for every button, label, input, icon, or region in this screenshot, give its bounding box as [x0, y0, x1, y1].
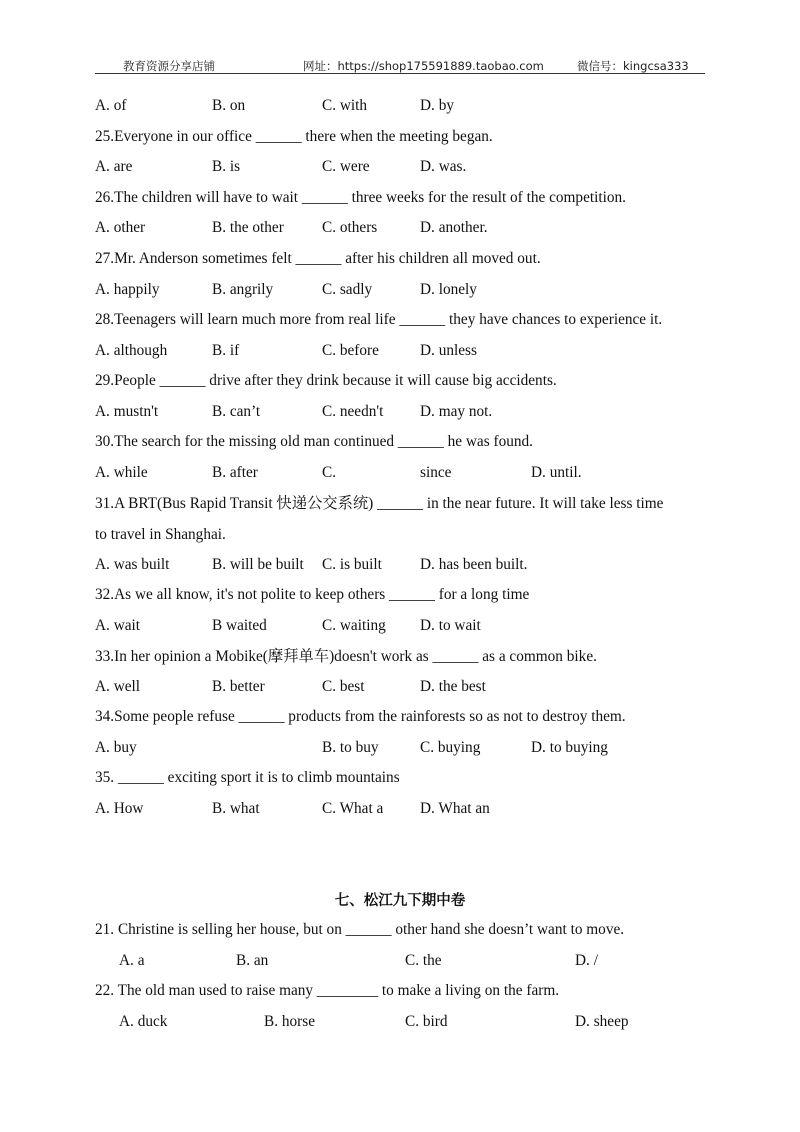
- option-d: D. has been built.: [420, 556, 528, 573]
- option-a: A. was built: [95, 556, 170, 573]
- question-27: 27.Mr. Anderson sometimes felt ______ after his children all moved out.: [95, 250, 541, 267]
- option-a: A. duck: [119, 1013, 168, 1030]
- q28-options: [95, 340, 715, 362]
- option-a: A. well: [95, 678, 141, 695]
- option-b: B. is: [212, 158, 241, 175]
- option-d: D. until.: [531, 464, 582, 481]
- option-d: D. /: [575, 952, 598, 969]
- q26-options: [95, 217, 715, 239]
- question-33: 33.In her opinion a Mobike(摩拜单车)doesn't work as ______ as a common bike.: [95, 648, 597, 665]
- q35-options: [95, 798, 715, 820]
- option-d: D. by: [420, 97, 454, 114]
- section-q22-options: [119, 1011, 719, 1033]
- option-c-text: since: [420, 464, 452, 481]
- option-d: D. another.: [420, 219, 488, 236]
- option-c: C. buying: [420, 739, 481, 756]
- q32-options: [95, 615, 715, 637]
- q34-options: [95, 737, 715, 759]
- option-b: B. on: [212, 97, 246, 114]
- option-c: C. waiting: [322, 617, 386, 634]
- section-question-21: 21. Christine is selling her house, but on ______ other hand she doesn’t want to move.: [95, 921, 625, 938]
- option-a: A. although: [95, 342, 168, 359]
- question-28: 28.Teenagers will learn much more from real life ______ they have chances to experience it.: [95, 311, 663, 328]
- option-a: A. other: [95, 219, 146, 236]
- question-31-continued: to travel in Shanghai.: [95, 526, 226, 543]
- option-c: C.: [322, 464, 337, 481]
- option-c: C. before: [322, 342, 379, 359]
- question-26: 26.The children will have to wait ______ three weeks for the result of the competition.: [95, 189, 626, 206]
- section-question-22: 22. The old man used to raise many ________ to make a living on the farm.: [95, 982, 560, 999]
- question-25: 25.Everyone in our office ______ there when the meeting began.: [95, 128, 493, 145]
- q24-options: [95, 95, 715, 117]
- q30-options: [95, 462, 715, 484]
- option-a: A. mustn't: [95, 403, 159, 420]
- option-c: C. What a: [322, 800, 384, 817]
- option-a: A. of: [95, 97, 127, 114]
- option-b: B. an: [236, 952, 269, 969]
- option-b: B waited: [212, 617, 267, 634]
- header-wechat: 微信号：kingcsa333: [577, 59, 689, 73]
- option-a: A. a: [119, 952, 145, 969]
- option-c: C. best: [322, 678, 365, 695]
- q33-options: [95, 676, 715, 698]
- option-a: A. happily: [95, 281, 160, 298]
- option-b: B. better: [212, 678, 265, 695]
- option-d: D. to buying: [531, 739, 608, 756]
- header-url: 网址：https://shop175591889.taobao.com: [303, 59, 544, 73]
- option-a: A. while: [95, 464, 148, 481]
- question-32: 32.As we all know, it's not polite to keep others ______ for a long time: [95, 586, 530, 603]
- option-d: D. to wait: [420, 617, 481, 634]
- option-d: D. What an: [420, 800, 490, 817]
- q29-options: [95, 401, 715, 423]
- option-b: B. what: [212, 800, 260, 817]
- option-b: B. if: [212, 342, 240, 359]
- option-d: D. lonely: [420, 281, 477, 298]
- section-q21-options: [119, 950, 719, 972]
- question-34: 34.Some people refuse ______ products from the rainforests so as not to destroy them.: [95, 708, 626, 725]
- option-b: B. after: [212, 464, 258, 481]
- option-b: B. horse: [264, 1013, 315, 1030]
- option-d: D. may not.: [420, 403, 493, 420]
- option-c: C. others: [322, 219, 378, 236]
- option-b: B. the other: [212, 219, 284, 236]
- option-d: D. unless: [420, 342, 477, 359]
- option-c: C. the: [405, 952, 442, 969]
- option-c: C. bird: [405, 1013, 448, 1030]
- option-b: B. to buy: [322, 739, 379, 756]
- option-c: C. sadly: [322, 281, 373, 298]
- option-a: A. wait: [95, 617, 141, 634]
- section-title: 七、松江九下期中卷: [334, 892, 466, 909]
- option-b: B. can’t: [212, 403, 261, 420]
- header-divider: [95, 73, 705, 74]
- option-d: D. was.: [420, 158, 467, 175]
- q25-options: [95, 156, 715, 178]
- option-c: C. needn't: [322, 403, 384, 420]
- header-shop-name: 教育资源分享店铺: [123, 59, 215, 73]
- option-c: C. is built: [322, 556, 382, 573]
- option-c: C. with: [322, 97, 368, 114]
- option-a: A. How: [95, 800, 144, 817]
- option-a: A. buy: [95, 739, 137, 756]
- question-29: 29.People ______ drive after they drink because it will cause big accidents.: [95, 372, 557, 389]
- option-b: B. angrily: [212, 281, 274, 298]
- question-35: 35. ______ exciting sport it is to climb mountains: [95, 769, 400, 786]
- question-30: 30.The search for the missing old man continued ______ he was found.: [95, 433, 533, 450]
- option-a: A. are: [95, 158, 133, 175]
- option-d: D. the best: [420, 678, 486, 695]
- q27-options: [95, 279, 715, 301]
- q31-options: [95, 554, 715, 576]
- option-b: B. will be built: [212, 556, 304, 573]
- option-c: C. were: [322, 158, 370, 175]
- question-31: 31.A BRT(Bus Rapid Transit 快递公交系统) ______ in the near future. It will take less time: [95, 495, 664, 512]
- option-d: D. sheep: [575, 1013, 629, 1030]
